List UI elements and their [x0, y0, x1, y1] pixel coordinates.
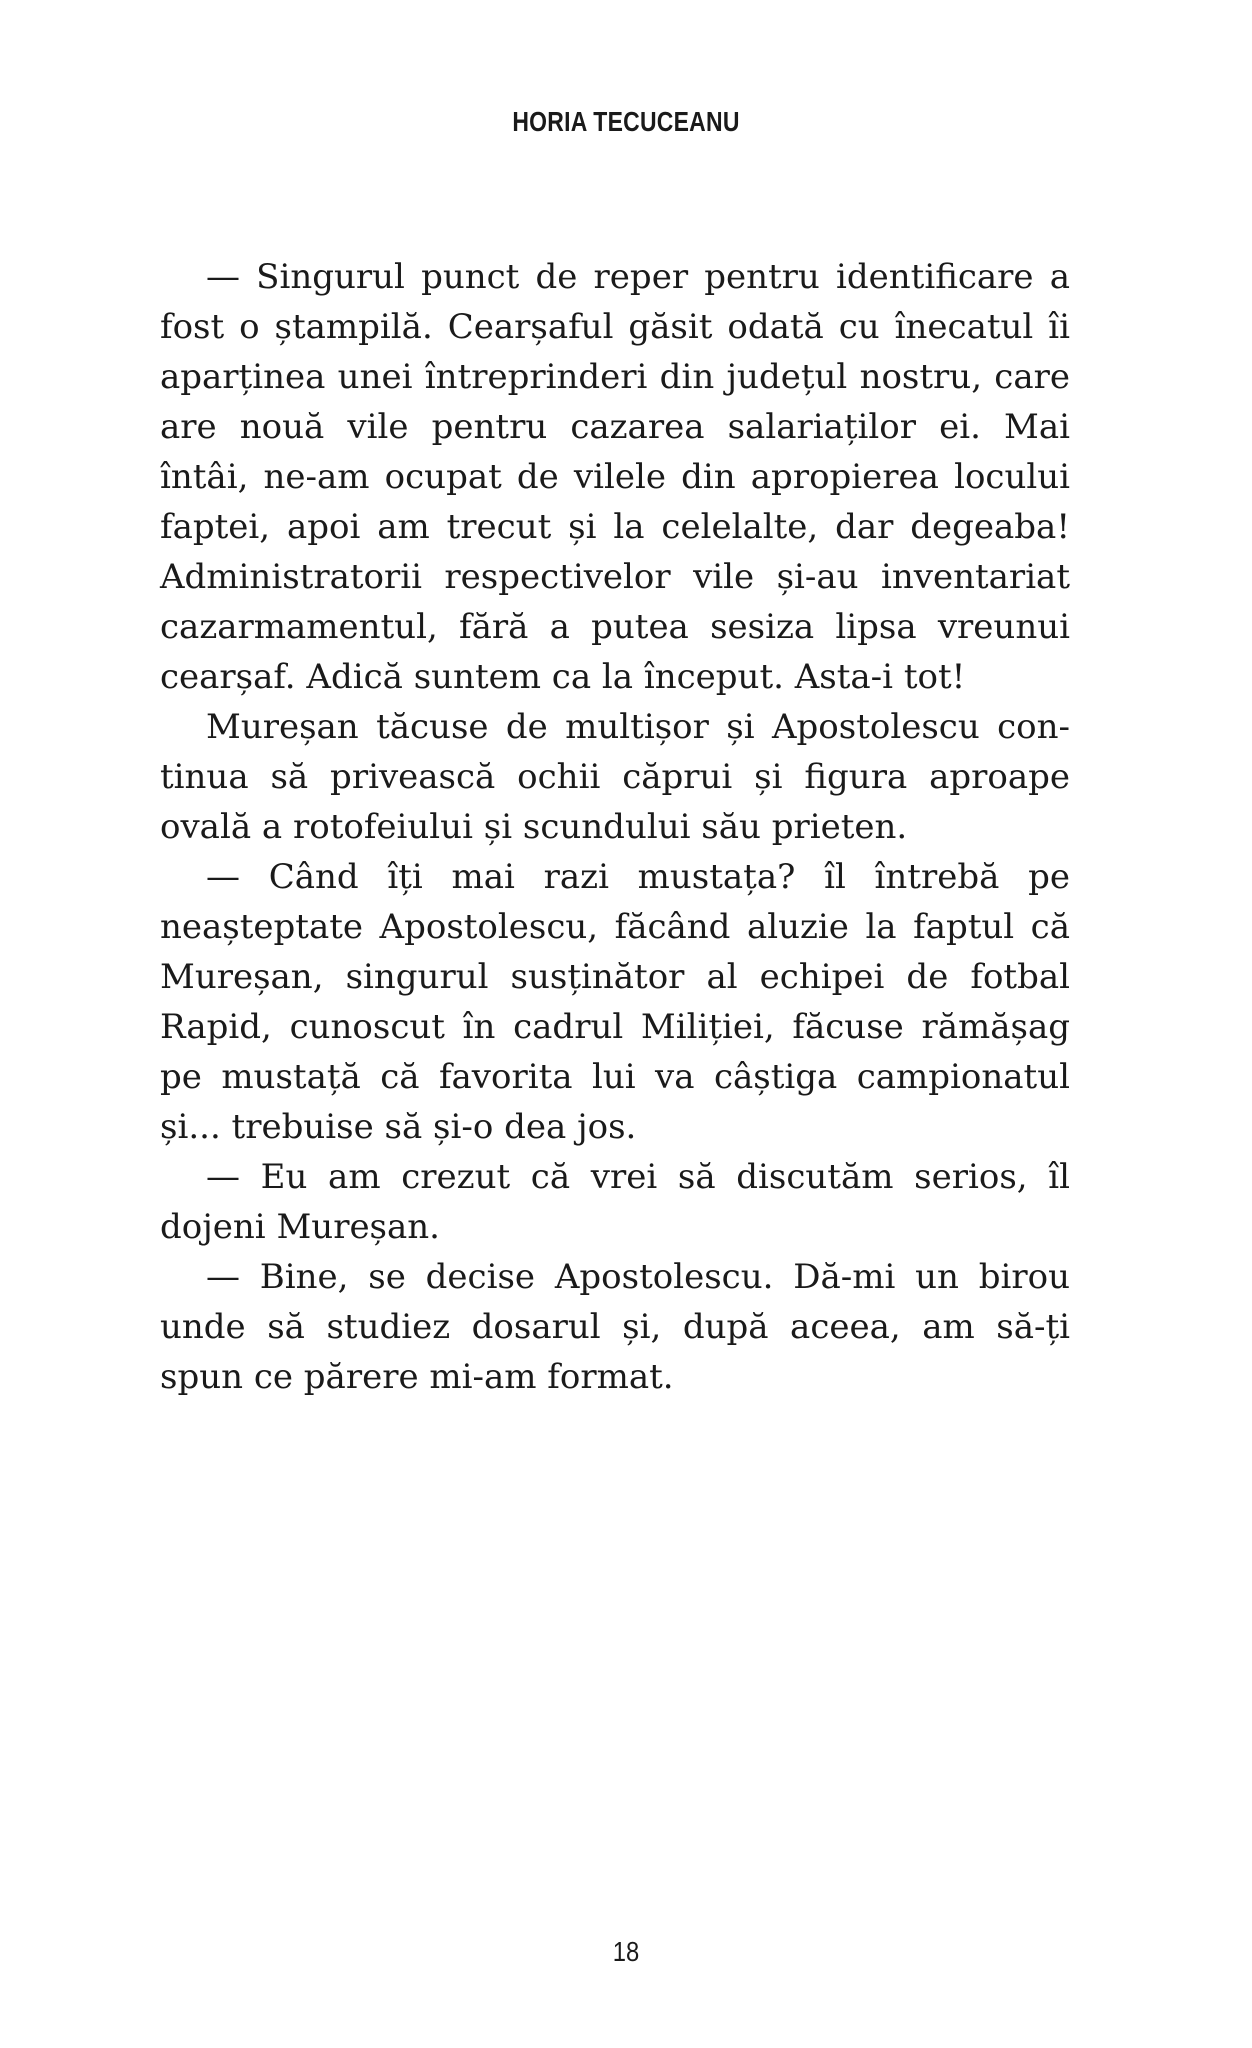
page-number: 18	[612, 1936, 640, 1967]
paragraph-1: — Singurul punct de reper pentru identificare a fost o ștampilă. Cearșaful găsit odată cu înecatul îi aparținea unei întreprinderi din județul nostru, care are nouă vile pentru cazarea salariaților ei. Mai întâi, ne-am ocupat de vilele din apropierea locului faptei, apoi am trecut și la celelalte, dar degeaba! Administratorii respectivelor vile și-au inventariat cazarmamentul, fără a putea sesiza lipsa vreunui cearșaf. Adică suntem ca la început. Asta-i tot!	[160, 257, 1070, 697]
body-text	[160, 252, 1070, 1402]
paragraph-2: Mureșan tăcuse de multișor și Apostolescu continua să privească ochii căprui și figura aproape ovală a rotofeiului și scundului său prieten.	[160, 707, 1070, 847]
paragraph-5: — Bine, se decise Apostolescu. Dă-mi un birou unde să studiez dosarul și, după aceea, am să-ți spun ce părere mi-am format.	[160, 1257, 1070, 1397]
paragraph-4: — Eu am crezut că vrei să discutăm serios, îl dojeni Mureșan.	[160, 1157, 1070, 1247]
paragraph-3: — Când îți mai razi mustața? îl întrebă pe neașteptate Apostolescu, făcând aluzie la faptul că Mureșan, singurul susținător al echipei de fotbal Rapid, cunoscut în cadrul Miliției, făcuse rămășag pe mustață că favorita lui va câștiga campionatul și... trebuise să și-o dea jos.	[160, 857, 1070, 1147]
running-head-author: HORIA TECUCEANU	[512, 106, 740, 137]
